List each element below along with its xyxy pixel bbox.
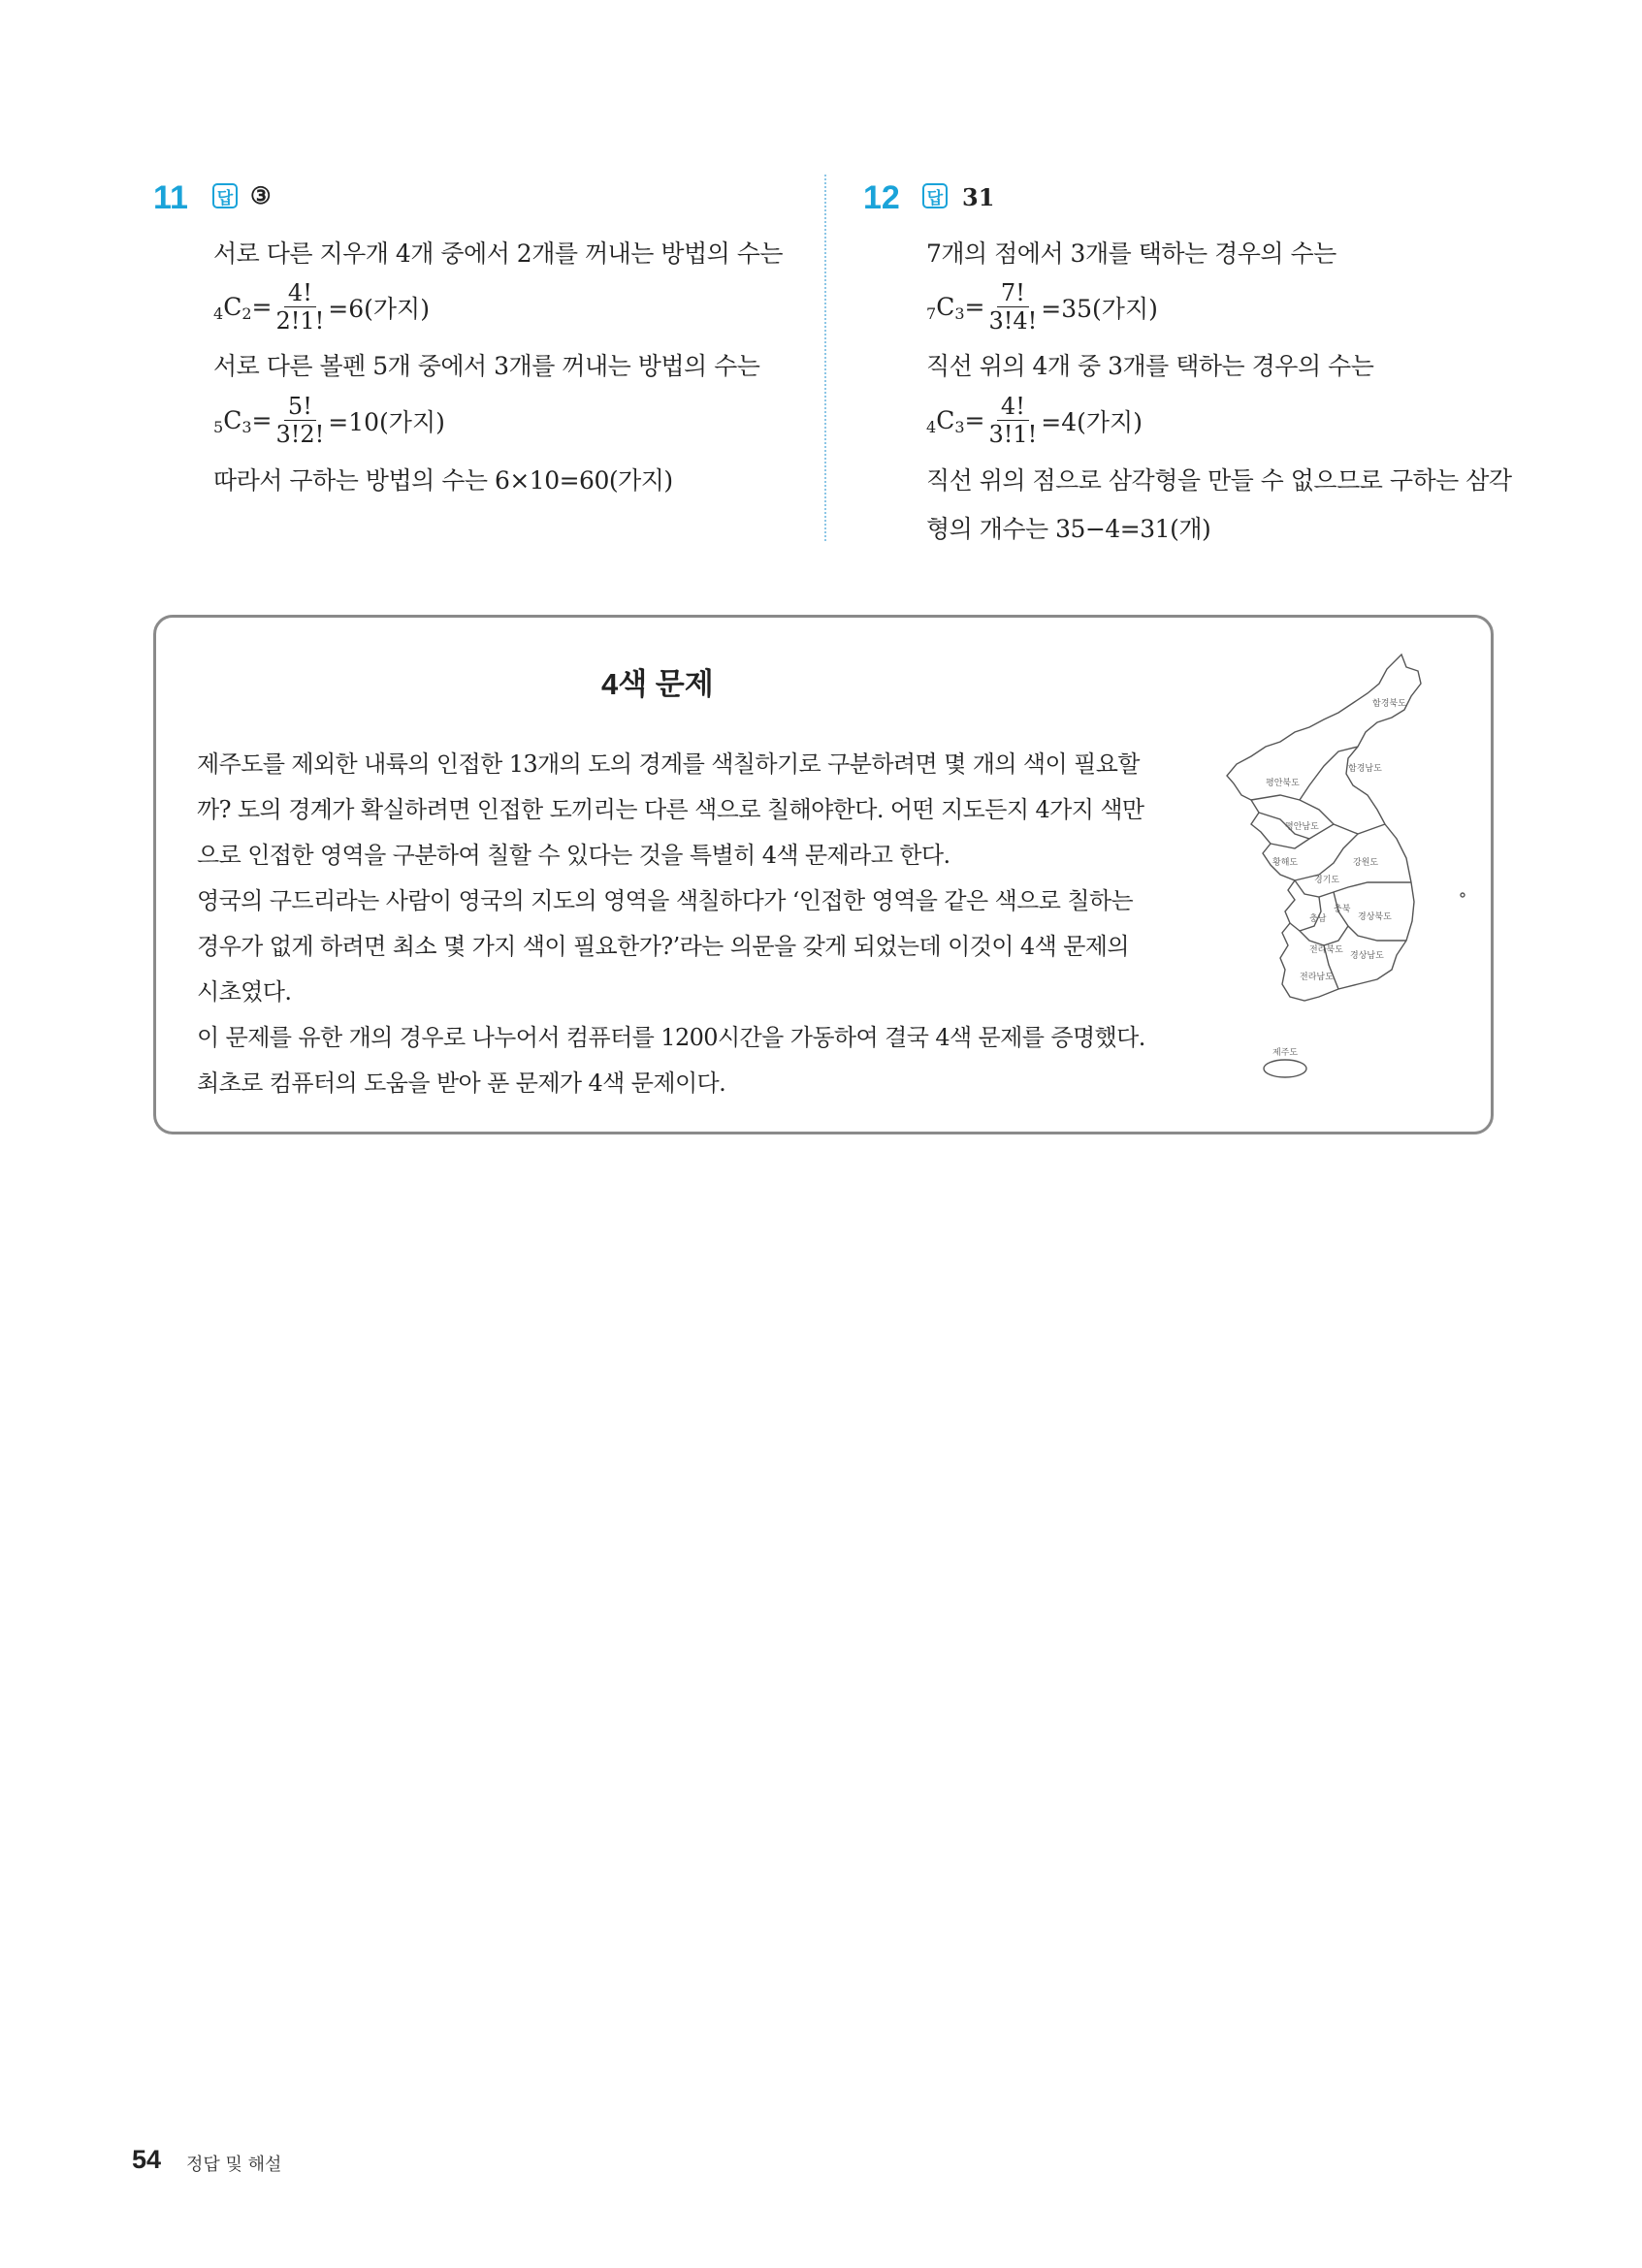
- info-box-line: 으로 인접한 영역을 구분하여 칠할 수 있다는 것을 특별히 4색 문제라고 한다.: [197, 842, 950, 869]
- map-label: 강원도: [1353, 858, 1379, 868]
- problem-11-formula-1: 4 C 2 = $\frac{4!}{2!1!}$ =6(가지): [213, 279, 430, 335]
- korea-map-illustration: [1212, 650, 1474, 1105]
- info-box-line: 영국의 구드리라는 사람이 영국의 지도의 영역을 색칠하다가 ‘인접한 영역을 같은 색으로 칠하는: [197, 887, 1134, 914]
- problem-12-line-1: 7개의 점에서 3개를 택하는 경우의 수는: [926, 240, 1336, 268]
- map-label: 함경남도: [1348, 764, 1382, 774]
- column-divider: [824, 175, 826, 541]
- info-box-title: 4색 문제: [601, 667, 714, 701]
- problem-12-line-3: 직선 위의 점으로 삼각형을 만들 수 없으므로 구하는 삼각: [926, 466, 1512, 495]
- map-label: 전라남도: [1300, 973, 1334, 982]
- problem-12-number: 12: [863, 179, 900, 216]
- map-label: 제주도: [1272, 1048, 1299, 1058]
- problem-12-formula-1: 7 C 3 = $\frac{7!}{3!4!}$ =35(가지): [926, 279, 1158, 335]
- problem-11-answer: ③: [250, 181, 272, 209]
- map-label: 평안남도: [1285, 822, 1319, 832]
- map-label: 경기도: [1314, 876, 1340, 885]
- info-box-line: 까? 도의 경계가 확실하려면 인접한 도끼리는 다른 색으로 칠해야한다. 어떤 지도든지 4가지 색만: [197, 796, 1144, 823]
- problem-12-answer: 31: [962, 183, 995, 211]
- answer-badge: 답: [212, 183, 238, 208]
- info-box-line: 이 문제를 유한 개의 경우로 나누어서 컴퓨터를 1200시간을 가동하여 결국 4색 문제를 증명했다.: [197, 1024, 1145, 1051]
- problem-11-line-3: 따라서 구하는 방법의 수는 6×10=60(가지): [213, 466, 673, 495]
- map-label: 충남: [1309, 914, 1327, 924]
- map-label: 평안북도: [1266, 779, 1300, 788]
- info-box-line: 시초였다.: [197, 978, 292, 1006]
- problem-12-line-2: 직선 위의 4개 중 3개를 택하는 경우의 수는: [926, 352, 1374, 380]
- problem-11-line-1: 서로 다른 지우개 4개 중에서 2개를 꺼내는 방법의 수는: [213, 240, 784, 268]
- info-box-line: 제주도를 제외한 내륙의 인접한 13개의 도의 경계를 색칠하기로 구분하려면 몇 개의 색이 필요할: [197, 751, 1140, 778]
- info-box-line: 경우가 없게 하려면 최소 몇 가지 색이 필요한가?’라는 의문을 갖게 되었는데 이것이 4색 문제의: [197, 933, 1129, 960]
- problem-12-formula-2: 4 C 3 = $\frac{4!}{3!1!}$ =4(가지): [926, 393, 1143, 448]
- map-label: 경상남도: [1350, 951, 1384, 961]
- page-number: 54: [132, 2145, 162, 2174]
- problem-11-line-2: 서로 다른 볼펜 5개 중에서 3개를 꺼내는 방법의 수는: [213, 352, 760, 380]
- problem-11-formula-2: 5 C 3 = $\frac{5!}{3!2!}$ =10(가지): [213, 393, 445, 448]
- map-label: 경상북도: [1358, 912, 1392, 922]
- answer-badge: 답: [922, 183, 948, 208]
- map-label: 충북: [1334, 905, 1351, 914]
- info-box-line: 최초로 컴퓨터의 도움을 받아 푼 문제가 4색 문제이다.: [197, 1070, 726, 1097]
- map-label: 황해도: [1272, 858, 1299, 868]
- map-label: 함경북도: [1372, 699, 1406, 709]
- problem-12-line-4: 형의 개수는 35−4=31(개): [926, 515, 1211, 543]
- problem-11-number: 11: [153, 179, 188, 216]
- page-section-label: 정답 및 해설: [186, 2155, 282, 2175]
- map-label: 전라북도: [1309, 945, 1343, 955]
